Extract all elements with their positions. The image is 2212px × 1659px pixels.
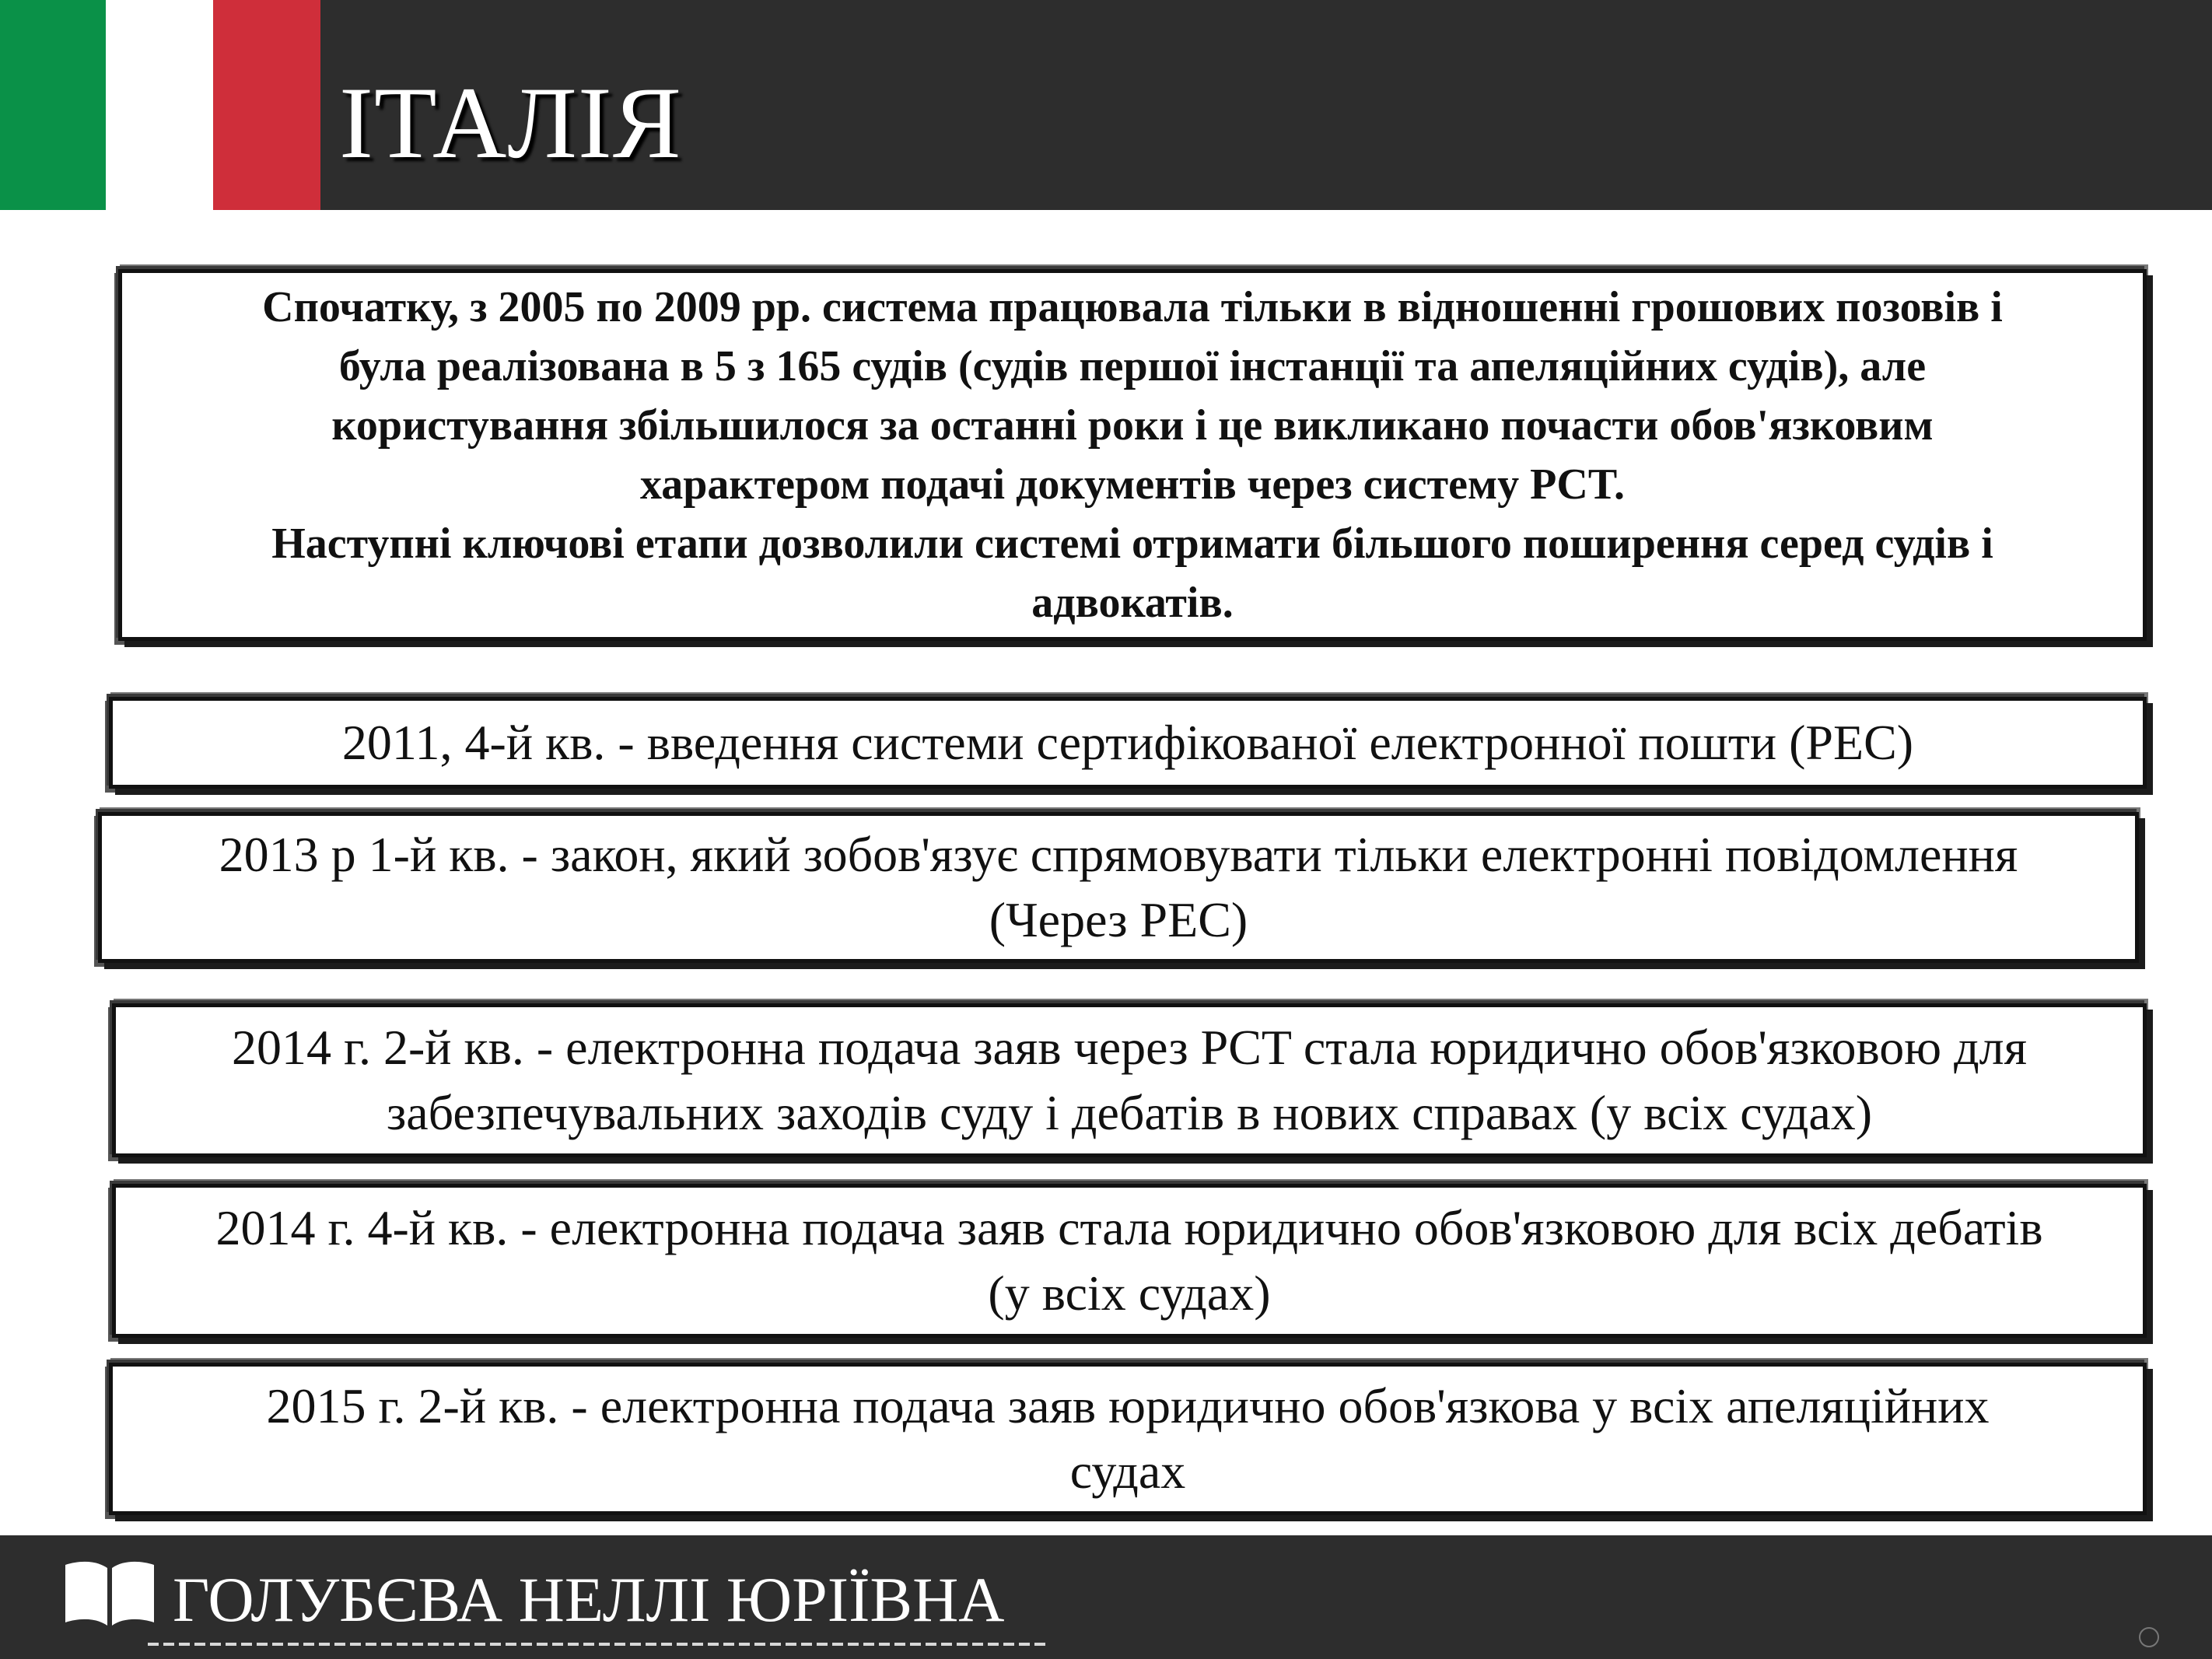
timeline-line: судах — [1069, 1444, 1186, 1499]
intro-line: була реалізована в 5 з 165 судів (судів першої інстанції та апеляційних судів), але — [338, 342, 1927, 390]
intro-text-box — [118, 269, 2147, 641]
intro-line: Спочатку, з 2005 по 2009 рр. система працювала тільки в відношенні грошових позовів і — [262, 283, 2003, 331]
timeline-text — [267, 1374, 1990, 1504]
timeline-line: 2013 р 1-й кв. - закон, який зобов'язує спрямовувати тільки електронні повідомлення — [219, 827, 2018, 882]
timeline-text — [219, 822, 2018, 953]
intro-line: Наступні ключові етапи дозволили системі отримати більшого поширення серед судів і — [271, 520, 1993, 568]
timeline-box-2014-q4 — [112, 1184, 2147, 1338]
intro-line: адвокатів. — [1031, 579, 1234, 627]
circle-icon — [2139, 1627, 2159, 1647]
flag-stripe-white — [106, 0, 213, 210]
timeline-box-2013-q1 — [98, 812, 2139, 963]
timeline-line: 2014 г. 2-й кв. - електронна подача заяв через PCT стала юридично обов'язковою для — [231, 1020, 2028, 1075]
timeline-box-2014-q2 — [112, 1003, 2147, 1157]
author-name: ГОЛУБЄВА НЕЛЛІ ЮРІЇВНА — [173, 1564, 1005, 1635]
timeline-text — [215, 1195, 2042, 1326]
slide-title: ІТАЛІЯ — [339, 65, 682, 180]
flag-stripe-red — [213, 0, 320, 210]
author-underline — [148, 1643, 1050, 1646]
book-icon — [62, 1559, 157, 1629]
timeline-text — [342, 710, 1913, 775]
timeline-box-2015-q2 — [109, 1363, 2147, 1515]
timeline-text — [232, 1015, 2027, 1146]
intro-line: користування збільшилося за останні роки і це викликано почасти обов'язковим — [331, 401, 1934, 450]
intro-line: характером подачі документів через систему PCT. — [639, 460, 1626, 509]
timeline-line: (Через PEC) — [989, 892, 1248, 947]
flag-stripe-green — [0, 0, 106, 210]
header-bar — [0, 0, 2212, 210]
intro-text — [262, 278, 2003, 632]
timeline-line: 2014 г. 4-й кв. - електронна подача заяв стала юридично обов'язковою для всіх дебатів — [215, 1200, 2043, 1255]
timeline-line: 2011, 4-й кв. - введення системи сертифікованої електронної пошти (PEC) — [341, 715, 1914, 770]
timeline-box-2011-q4 — [109, 697, 2147, 789]
timeline-line: 2015 г. 2-й кв. - електронна подача заяв юридично обов'язкова у всіх апеляційних — [266, 1378, 1990, 1433]
timeline-line: (у всіх судах) — [988, 1265, 1271, 1321]
timeline-line: забезпечувальних заходів суду і дебатів в нових справах (у всіх судах) — [386, 1085, 1873, 1140]
